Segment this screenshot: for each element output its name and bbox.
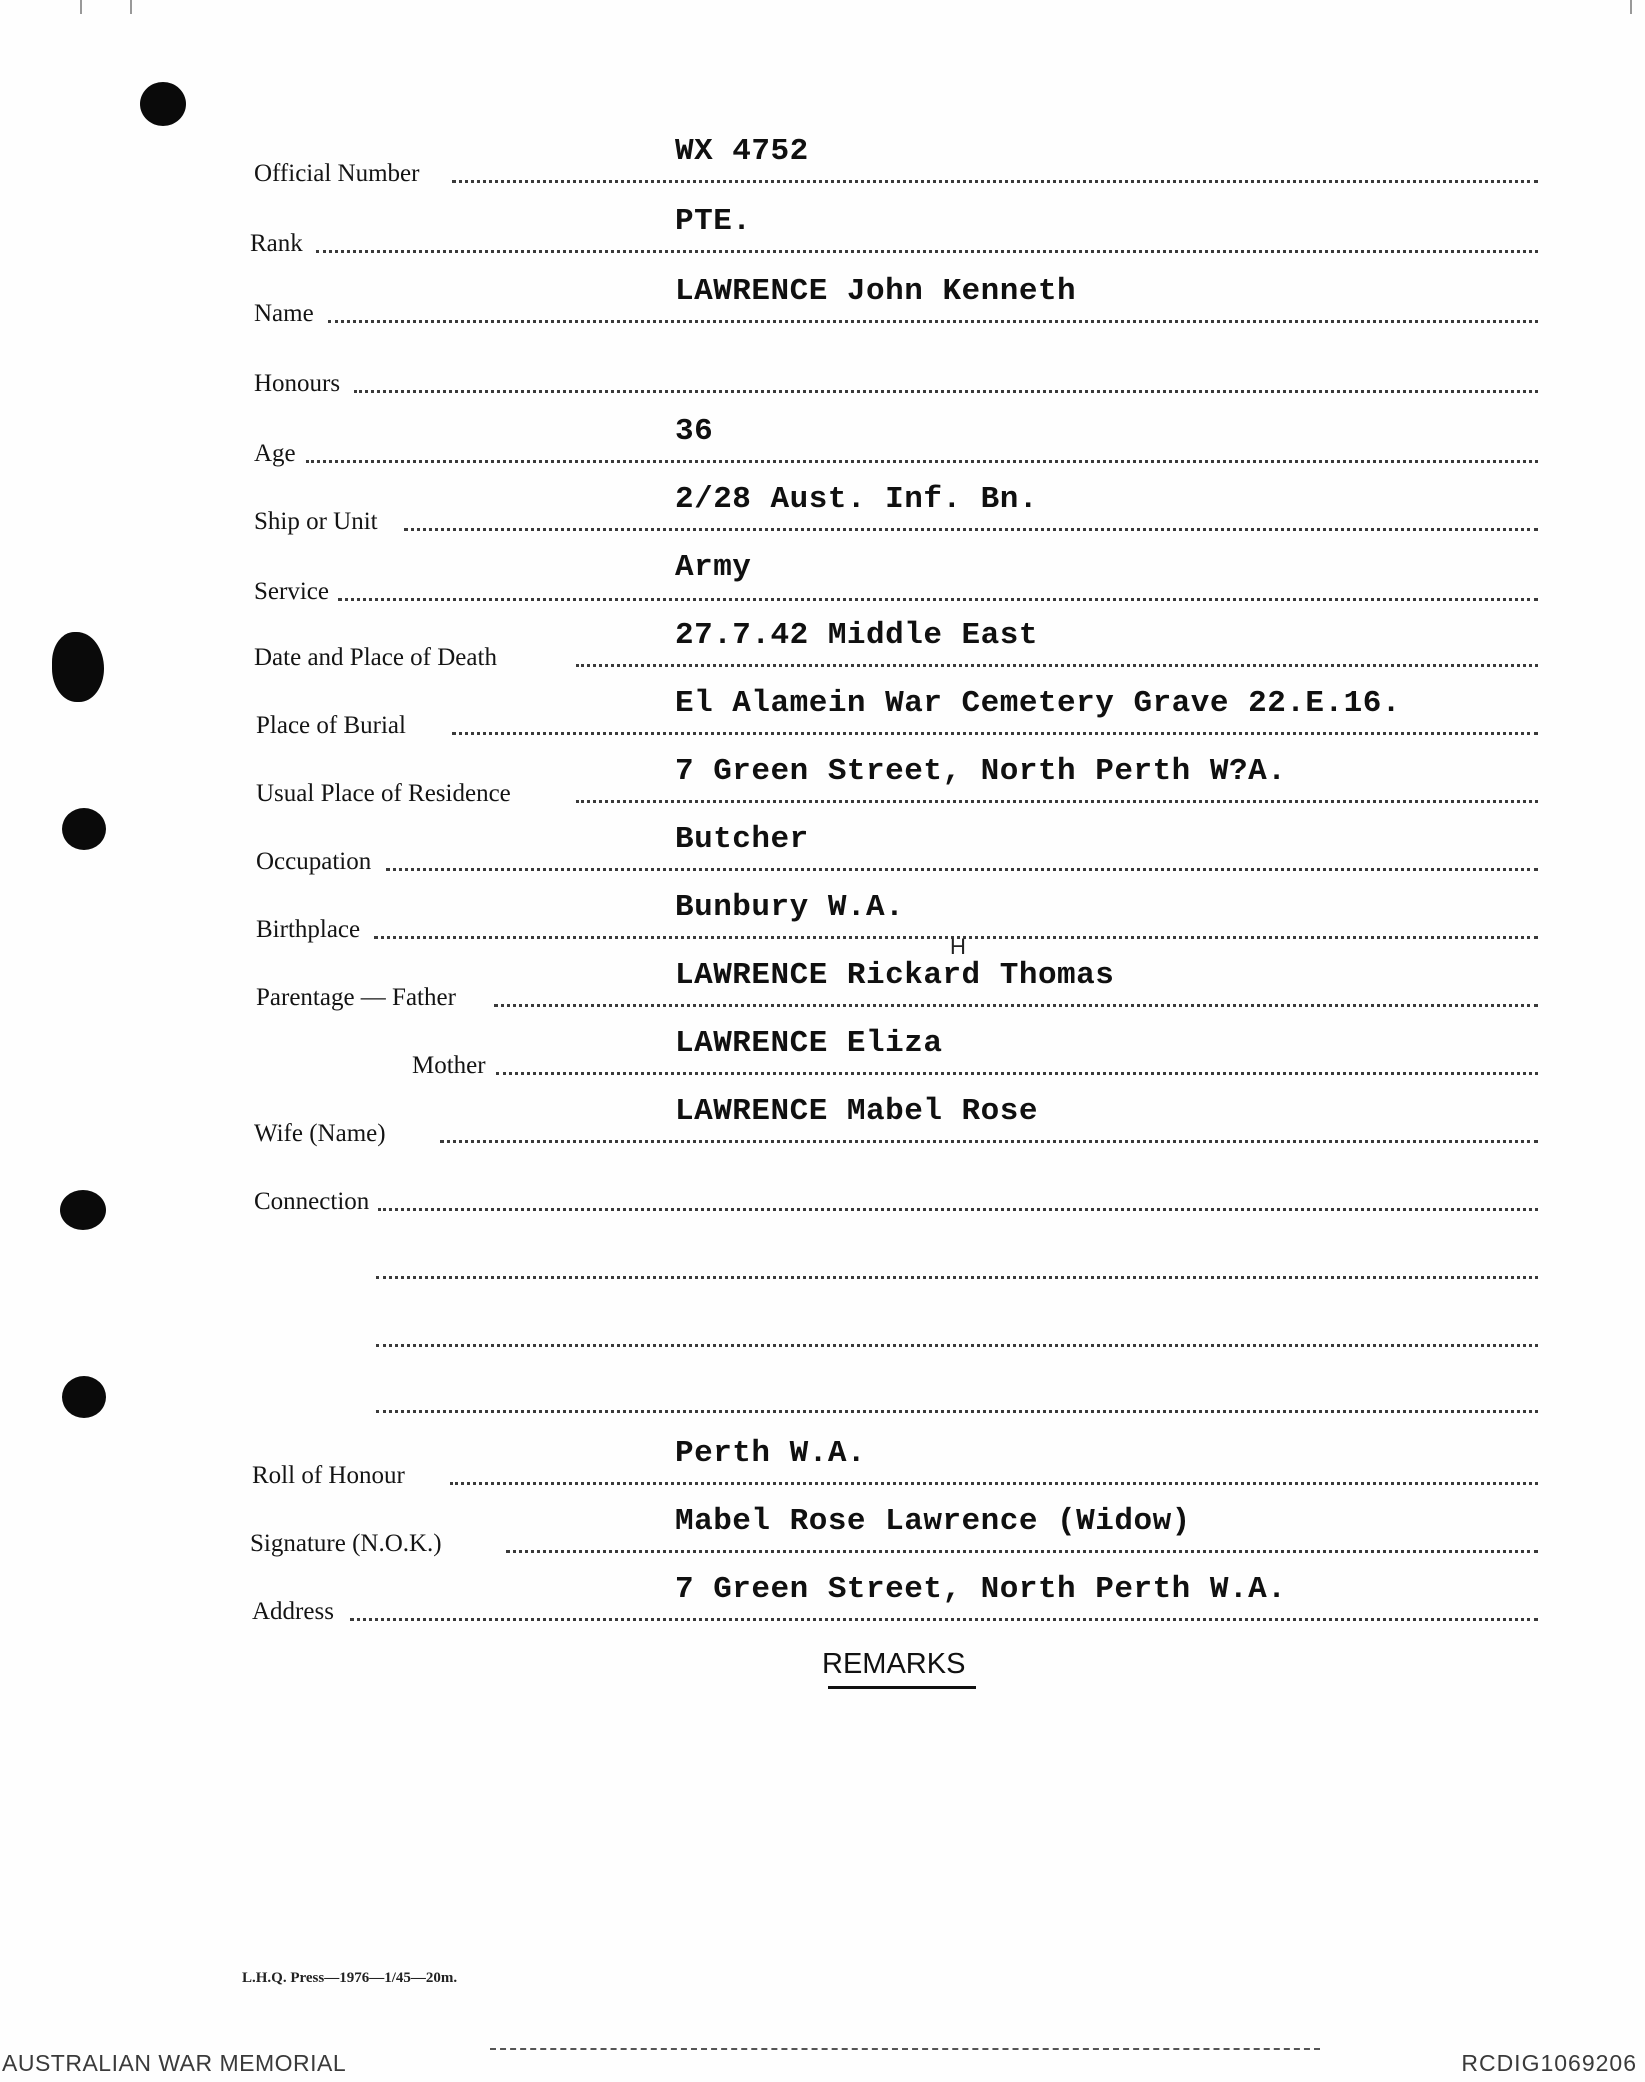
dotted-line [576,664,1538,667]
death-label: Date and Place of Death [254,644,497,671]
punch-hole [60,1190,106,1230]
punch-hole [140,82,186,126]
dotted-line [496,1072,1538,1075]
burial-label: Place of Burial [256,712,406,739]
dotted-line [450,1482,1538,1485]
father-value: LAWRENCE Rickard Thomas [675,958,1115,993]
ship-or-unit-label: Ship or Unit [254,508,378,535]
dotted-line [452,732,1538,735]
punch-hole [62,1376,106,1418]
rank-value: PTE. [675,204,752,239]
remarks-underline [828,1686,976,1689]
dotted-line [494,1004,1538,1007]
signature-label: Signature (N.O.K.) [250,1530,442,1557]
dotted-line [328,320,1538,323]
print-code: L.H.Q. Press—1976—1/45—20m. [242,1970,458,1986]
dotted-line [452,180,1538,183]
age-value: 36 [675,414,714,449]
birthplace-label: Birthplace [256,916,361,943]
rank-label: Rank [250,230,303,257]
wife-value: LAWRENCE Mabel Rose [675,1094,1038,1129]
occupation-value: Butcher [675,822,809,857]
dotted-line [316,250,1538,253]
age-label: Age [254,440,296,467]
address-value: 7 Green Street, North Perth W.A. [675,1572,1287,1607]
address-label: Address [252,1598,334,1625]
burial-value: El Alamein War Cemetery Grave 22.E.16. [675,686,1401,721]
dotted-line [376,1344,1538,1347]
dotted-line [576,800,1538,803]
dotted-line [404,528,1538,531]
scan-mark [1630,0,1632,14]
dotted-line [440,1140,1538,1143]
handwritten-correction: H [950,934,966,959]
service-label: Service [254,578,329,605]
wife-label: Wife (Name) [254,1120,386,1147]
archive-id: RCDIG1069206 [1461,2050,1637,2076]
scan-edge-line [490,2048,1320,2050]
service-value: Army [675,550,752,585]
roll-of-honour-label: Roll of Honour [252,1462,405,1489]
name-label: Name [254,300,314,327]
honours-label: Honours [254,370,341,397]
dotted-line [386,868,1538,871]
mother-label: Mother [412,1052,486,1079]
dotted-line [350,1618,1538,1621]
dotted-line [376,1410,1538,1413]
dotted-line [338,598,1538,601]
death-value: 27.7.42 Middle East [675,618,1038,653]
birthplace-value: Bunbury W.A. [675,890,905,925]
dotted-line [306,460,1538,463]
punch-hole [52,632,104,702]
roll-of-honour-value: Perth W.A. [675,1436,867,1471]
signature-value: Mabel Rose Lawrence (Widow) [675,1504,1191,1539]
official-number-label: Official Number [254,160,420,187]
dotted-line [506,1550,1538,1553]
dotted-line [354,390,1538,393]
residence-value: 7 Green Street, North Perth W?A. [675,754,1287,789]
connection-label: Connection [254,1188,370,1215]
ship-or-unit-value: 2/28 Aust. Inf. Bn. [675,482,1038,517]
scan-mark [80,0,82,14]
occupation-label: Occupation [256,848,372,875]
name-value: LAWRENCE John Kenneth [675,274,1077,309]
dotted-line [378,1208,1538,1211]
punch-hole [62,808,106,850]
archive-caption: AUSTRALIAN WAR MEMORIAL [2,2050,347,2076]
father-label: Parentage — Father [256,984,456,1011]
official-number-value: WX 4752 [675,134,809,169]
remarks-heading: REMARKS [822,1648,966,1680]
mother-value: LAWRENCE Eliza [675,1026,943,1061]
dotted-line [376,1276,1538,1279]
residence-label: Usual Place of Residence [256,780,511,807]
scan-mark [130,0,132,14]
